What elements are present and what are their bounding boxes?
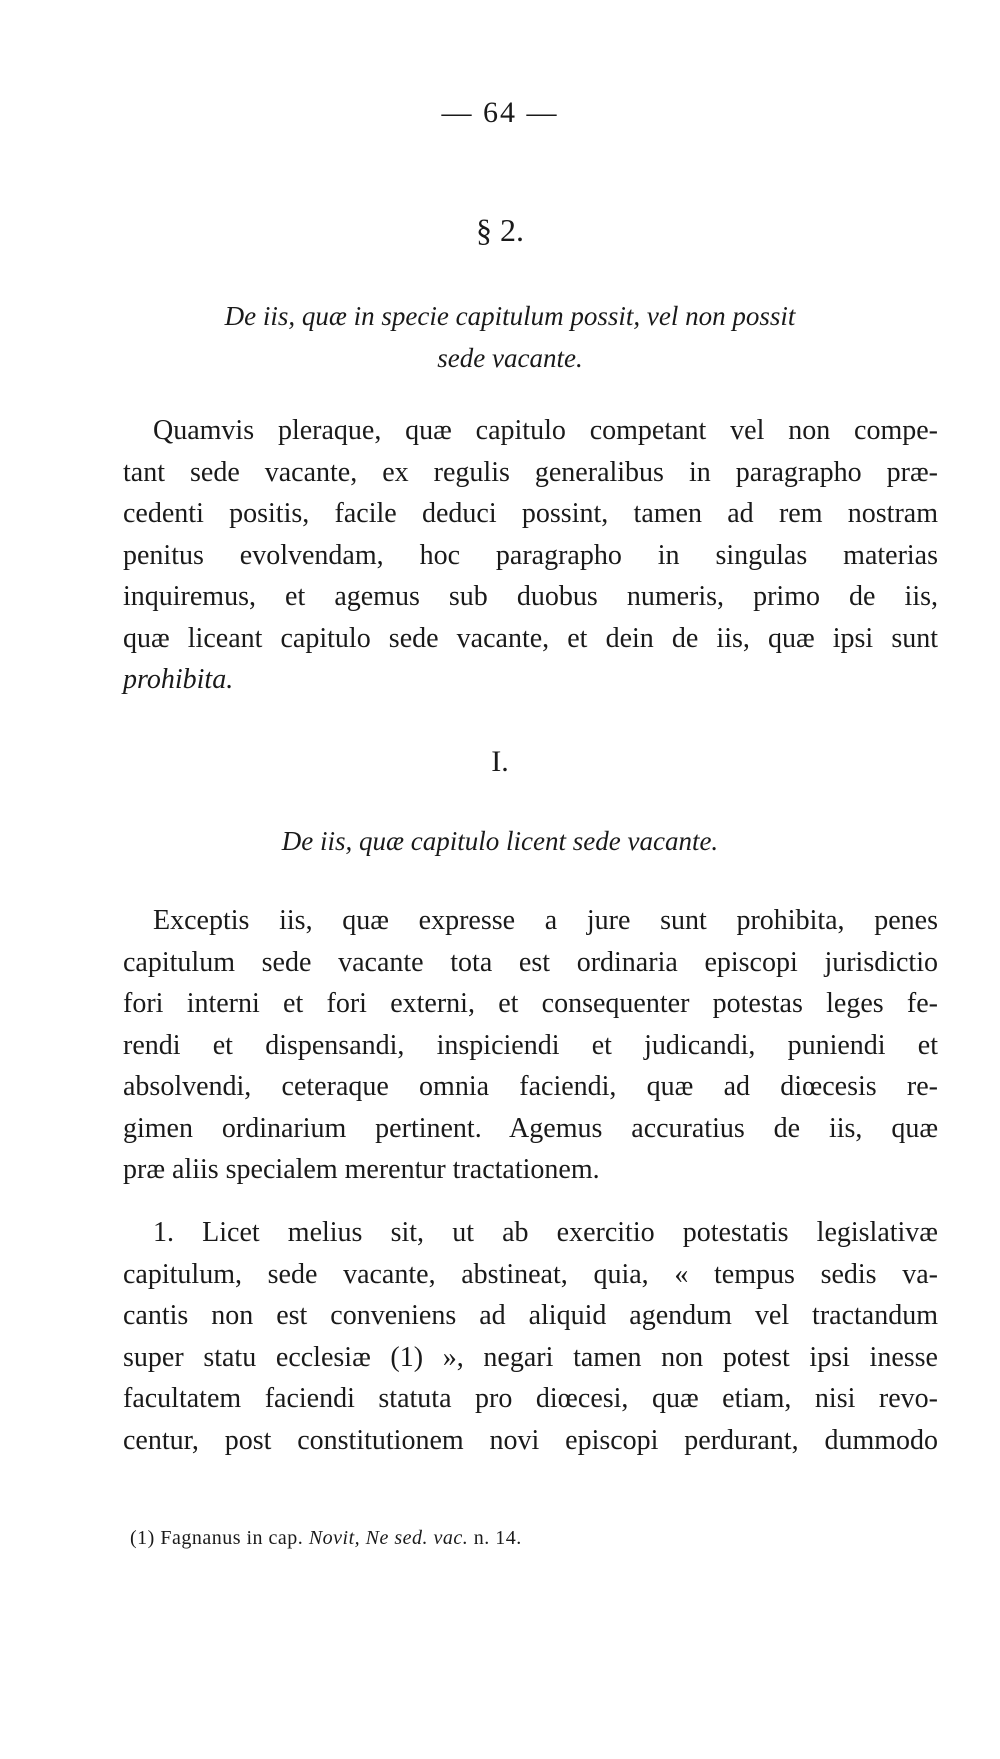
section-mark: § 2. (476, 212, 524, 248)
text-line: præ aliis specialem merentur tractationem. (123, 1154, 600, 1185)
section-heading-line: sede vacante. (437, 343, 583, 373)
text-line: penitus evolvendam, hoc paragrapho in singulas materias (123, 539, 938, 571)
text-line: absolvendi, ceteraque omnia faciendi, quæ ad diœcesis re- (123, 1071, 938, 1102)
text-line: cedenti positis, facile deduci possint, tamen ad rem nostram (123, 498, 938, 529)
footnote-citation: Novit, Ne sed. vac. (308, 1527, 469, 1549)
text-line: centur, post constitutionem novi episcopi perdurant, dummodo (123, 1424, 938, 1456)
text-line: capitulum sede vacante tota est ordinaria episcopi jurisdictio (123, 946, 938, 978)
footnote-text-end: n. 14. (473, 1527, 522, 1549)
section-heading-line: De iis, quæ in specie capitulum possit, vel non possit (224, 301, 796, 331)
text-line: tant sede vacante, ex regulis generalibus in paragrapho præ- (123, 456, 938, 488)
text-line: quæ liceant capitulo sede vacante, et dein de iis, quæ ipsi sunt (123, 622, 938, 654)
text-line: gimen ordinarium pertinent. Agemus accuratius de iis, quæ (123, 1112, 938, 1144)
text-line: Quamvis pleraque, quæ capitulo competant vel non compe- (153, 415, 938, 446)
text-line: capitulum, sede vacante, abstineat, quia, « tempus sedis va- (123, 1258, 938, 1290)
paragraph-numbered-1 (123, 1212, 938, 1461)
text-line: cantis non est conveniens ad aliquid agendum vel tractandum (123, 1300, 938, 1331)
text-line: prohibita. (123, 664, 234, 695)
text-line: 1. Licet melius sit, ut ab exercitio potestatis legislativæ (153, 1217, 938, 1248)
text-line: fori interni et fori externi, et consequenter potestas leges fe- (123, 988, 938, 1019)
subsection-heading: De iis, quæ capitulo licent sede vacante. (281, 826, 719, 856)
text-line: facultatem faciendi statuta pro diœcesi, quæ etiam, nisi revo- (123, 1383, 938, 1414)
subsection-number: I. (491, 745, 509, 778)
text-line: super statu ecclesiæ (1) », negari tamen non potest ipsi inesse (123, 1341, 938, 1373)
text-line: Exceptis iis, quæ expresse a jure sunt prohibita, penes (153, 905, 938, 936)
footnote-marker: (1) (130, 1527, 155, 1549)
footnote-text: Fagnanus in cap. (160, 1527, 304, 1549)
text-line: inquiremus, et agemus sub duobus numeris, primo de iis, (123, 581, 938, 612)
paragraph-exceptions (123, 900, 938, 1191)
footnote (130, 1527, 830, 1550)
page-number: — 64 — (441, 96, 559, 129)
paragraph-intro (123, 410, 938, 701)
section-heading (110, 295, 910, 379)
text-line: rendi et dispensandi, inspiciendi et judicandi, puniendi et (123, 1029, 938, 1061)
